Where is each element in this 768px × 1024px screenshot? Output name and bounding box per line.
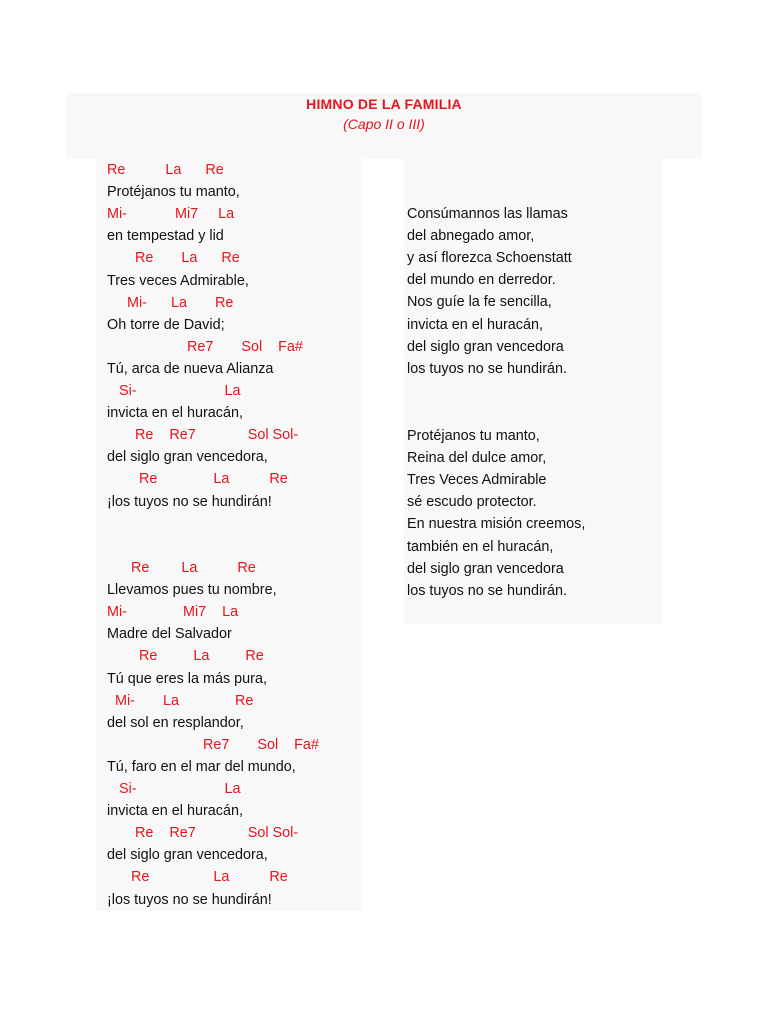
chord-line: Mi- Mi7 La: [107, 604, 239, 621]
lyric-line: Tú, arca de nueva Alianza: [107, 360, 274, 377]
chord-line: Re La Re: [107, 250, 240, 267]
lyric-line: Llevamos pues tu nombre,: [107, 582, 277, 599]
chord-line: Re7 Sol Fa#: [107, 338, 303, 355]
lyric-line: En nuestra misión creemos,: [407, 516, 586, 533]
lyric-line: del mundo en derredor.: [407, 272, 556, 289]
lyric-line: del abnegado amor,: [407, 228, 535, 245]
lyric-line: Tú, faro en el mar del mundo,: [107, 758, 296, 775]
lyric-line: Nos guíe la fe sencilla,: [407, 294, 552, 311]
lyric-line: Oh torre de David;: [107, 316, 225, 333]
chord-line: Mi- La Re: [107, 692, 254, 709]
chord-line: Mi- Mi7 La: [107, 206, 235, 223]
chord-line: Mi- La Re: [107, 294, 234, 311]
lyric-line: Tres veces Admirable,: [107, 272, 249, 289]
chord-line: Re La Re: [107, 162, 224, 178]
lyric-line: ¡los tuyos no se hundirán!: [107, 493, 272, 510]
lyric-line: invicta en el huracán,: [107, 405, 243, 422]
lyric-line: Tres Veces Admirable: [407, 472, 547, 489]
lyric-line: los tuyos no se hundirán.: [407, 582, 567, 599]
lyric-line: del sol en resplandor,: [107, 714, 244, 731]
chord-line: Re La Re: [107, 869, 288, 886]
lyric-line: del siglo gran vencedora,: [107, 449, 268, 466]
lyric-line: Protéjanos tu manto,: [107, 184, 240, 201]
lyric-line: Tú que eres la más pura,: [107, 670, 267, 687]
capo-note: (Capo II o III): [343, 116, 425, 132]
chord-line: Si- La: [107, 781, 241, 797]
chord-line: Re La Re: [107, 648, 264, 665]
lyric-line: ¡los tuyos no se hundirán!: [107, 891, 272, 908]
lyric-line: sé escudo protector.: [407, 494, 537, 511]
lyric-line: Madre del Salvador: [107, 626, 232, 643]
lyric-line: también en el huracán,: [407, 538, 554, 555]
chord-line: Re La Re: [107, 560, 256, 576]
lyric-line: del siglo gran vencedora: [407, 338, 564, 355]
chord-line: Re Re7 Sol Sol-: [107, 427, 299, 444]
lyric-line: y así florezca Schoenstatt: [407, 250, 572, 267]
chord-line: Re7 Sol Fa#: [107, 736, 319, 753]
chord-line: Re Re7 Sol Sol-: [107, 825, 299, 842]
song-header: [66, 93, 702, 159]
lyric-line: del siglo gran vencedora: [407, 560, 564, 577]
lyric-line: Consúmannos las llamas: [407, 206, 568, 222]
chord-line: Re La Re: [107, 471, 288, 488]
lyric-line: los tuyos no se hundirán.: [407, 360, 567, 377]
lyric-line: Protéjanos tu manto,: [407, 428, 540, 444]
lyric-line: invicta en el huracán,: [107, 803, 243, 820]
song-title: HIMNO DE LA FAMILIA: [306, 96, 462, 112]
lyric-line: del siglo gran vencedora,: [107, 847, 268, 864]
lyric-line: Reina del dulce amor,: [407, 450, 547, 467]
lyric-line: en tempestad y lid: [107, 228, 224, 245]
chord-line: Si- La: [107, 383, 241, 399]
lyric-line: invicta en el huracán,: [407, 316, 543, 333]
